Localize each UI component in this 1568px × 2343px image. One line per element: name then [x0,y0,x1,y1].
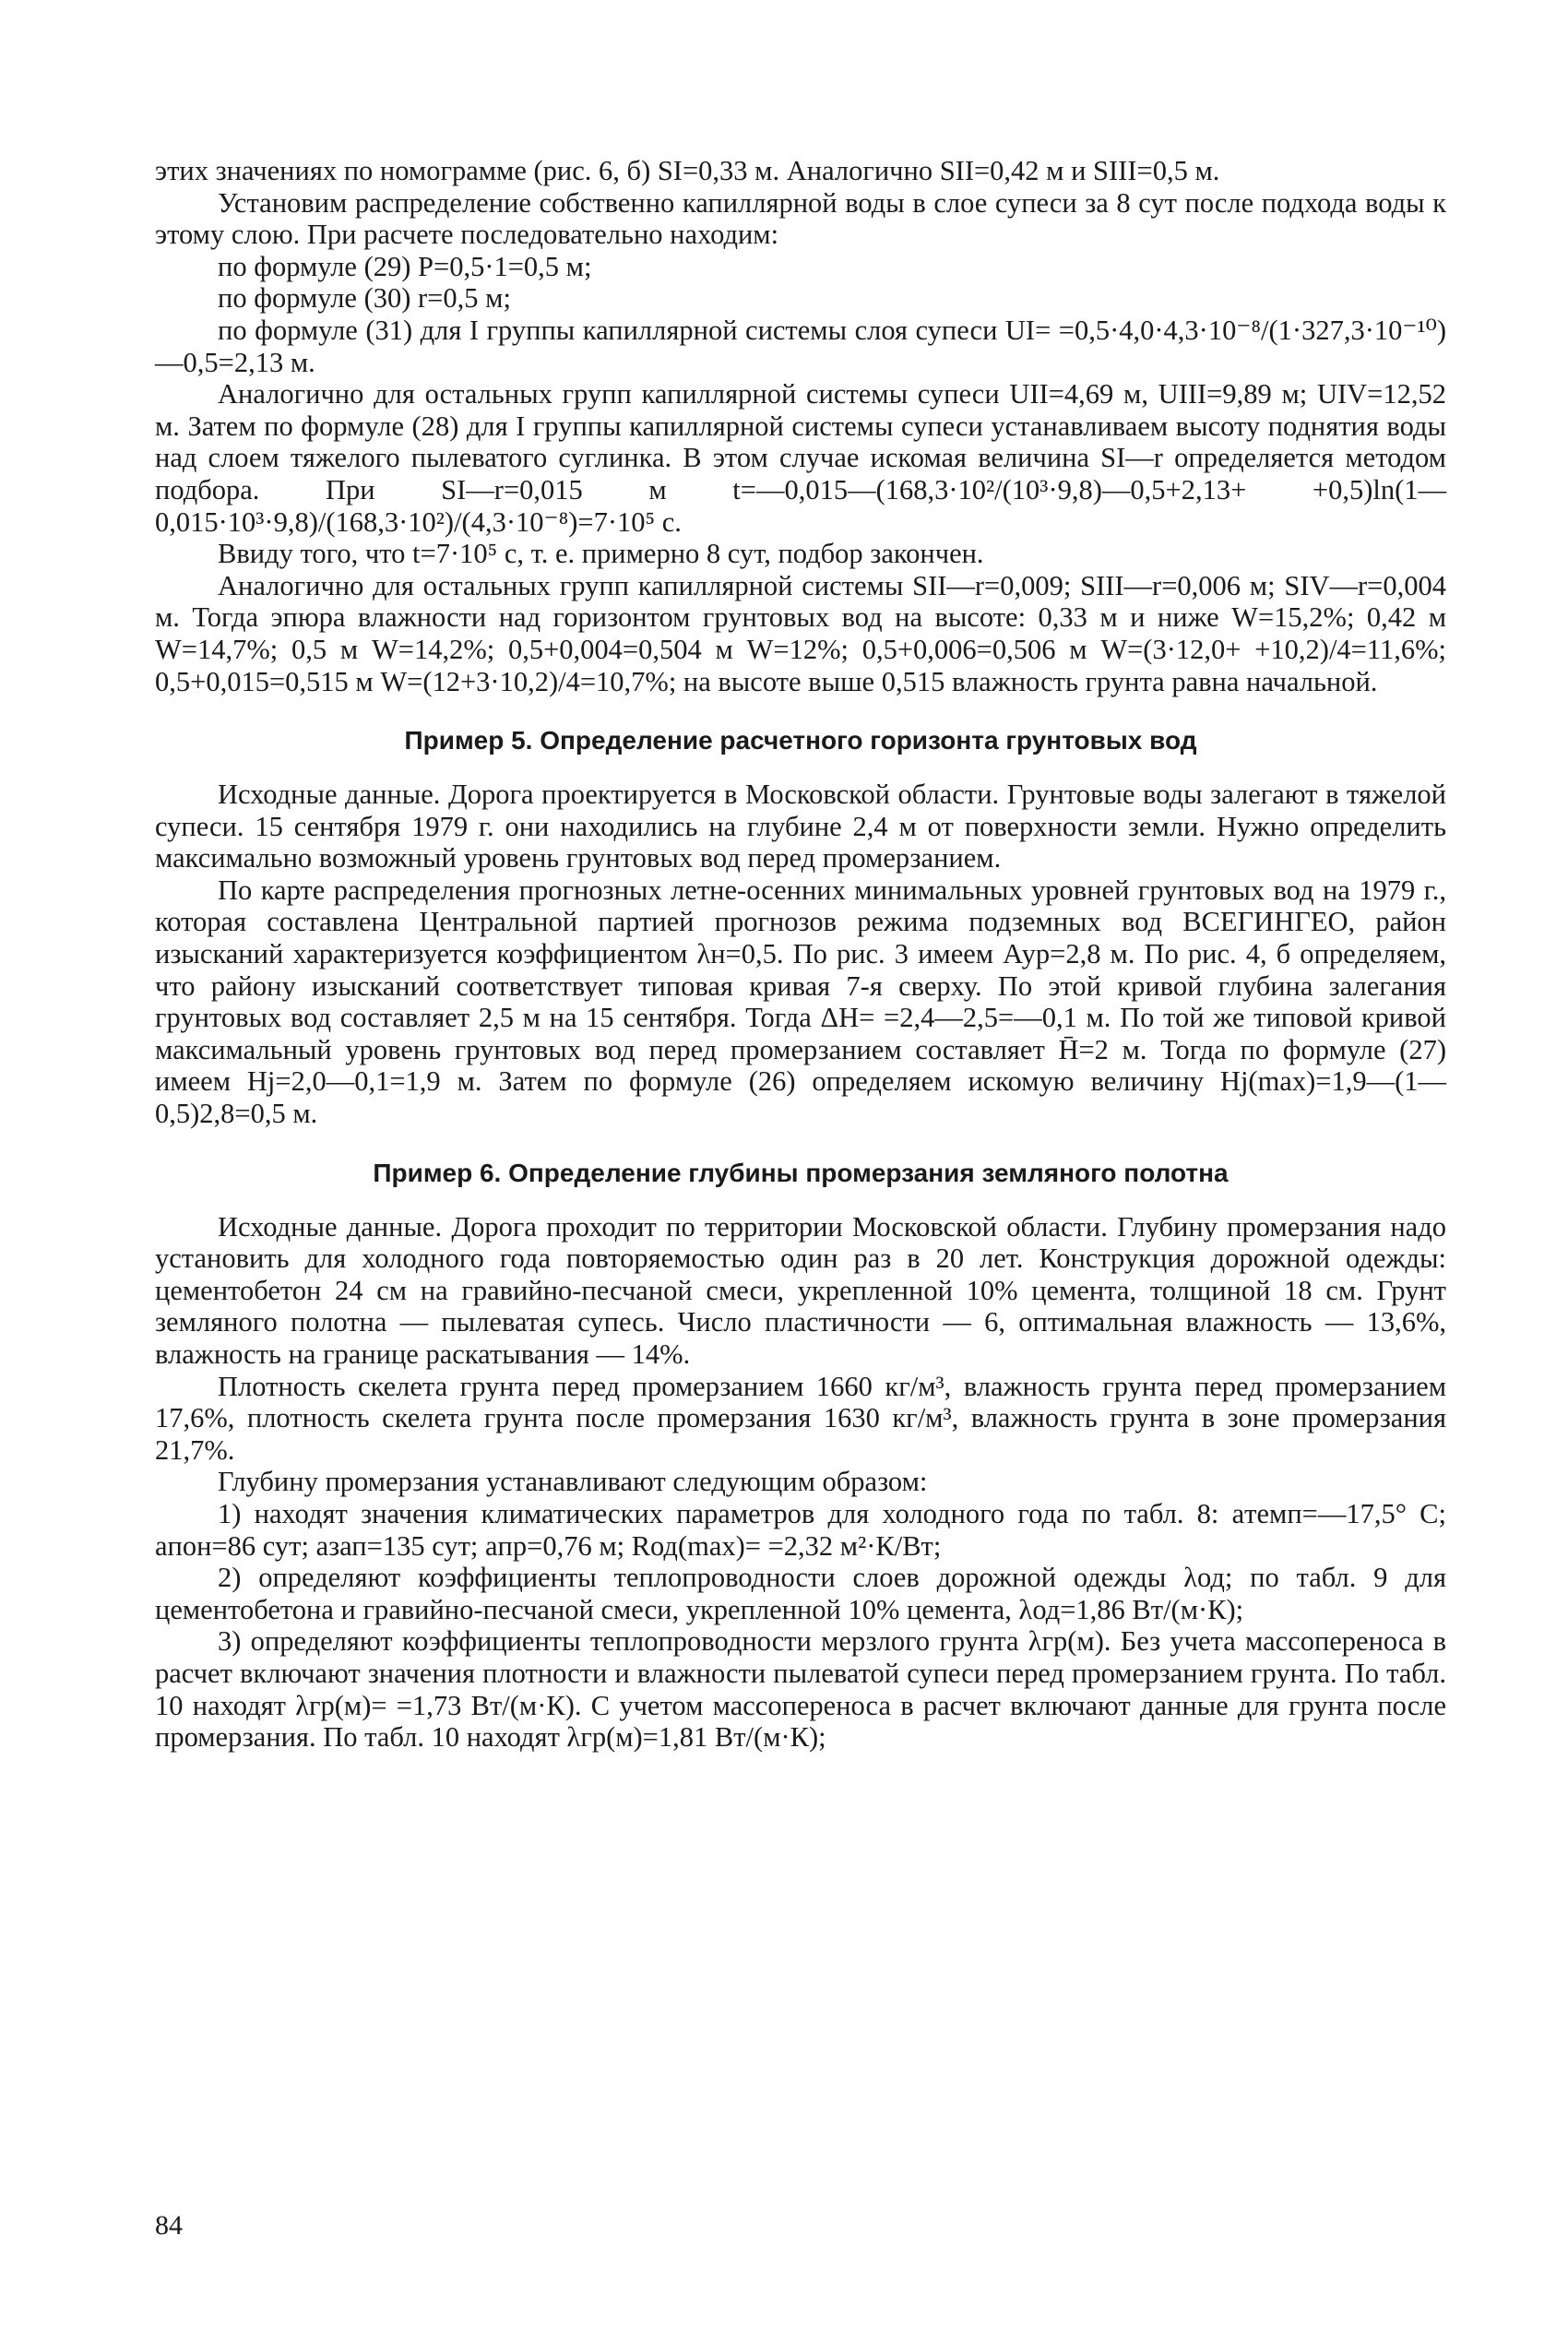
paragraph: 1) находят значения климатических параметров для холодного года по табл. 8: aтемп=—17,5° С; aпон=86 сут; aзап=135 сут; aпр=0,76 м; Rод(max)= =2,32 м²·К/Вт; [155,1497,1446,1562]
page-body [155,155,1446,1754]
section-heading-example-6: Пример 6. Определение глубины промерзания земляного полотна [373,1158,1229,1187]
paragraph: по формуле (30) r=0,5 м; [218,282,511,315]
paragraph: Плотность скелета грунта перед промерзанием 1660 кг/м³, влажность грунта перед промерзанием 17,6%, плотность скелета грунта после промерзания 1630 кг/м³, влажность грунта в зоне промерзания 21,7%. [155,1370,1446,1466]
paragraph: Исходные данные. Дорога проектируется в Московской области. Грунтовые воды залегают в тяжелой супеси. 15 сентября 1979 г. они находились на глубине 2,4 м от поверхности земли. Нужно определить максимально возможный уровень грунтовых вод перед промерзанием. [155,779,1446,874]
paragraph: Установим распределение собственно капиллярной воды в слое супеси за 8 сут после подхода воды к этому слою. При расчете последовательно находим: [155,186,1446,251]
section-heading-example-5: Пример 5. Определение расчетного горизонта грунтовых вод [404,726,1197,755]
paragraph: по формуле (29) P=0,5·1=0,5 м; [218,250,592,282]
paragraph: Аналогично для остальных групп капиллярной системы супеси UII=4,69 м, UIII=9,89 м; UIV=12,52 м. Затем по формуле (28) для I группы капиллярной системы супеси устанавливаем высоту поднятия воды над слоем тяжелого пылеватого суглинка. В этом случае искомая величина SI—r определяется методом подбора. При SI—r=0,015 м t=—0,015—(168,3·10²/(10³·9,8)—0,5+2,13+ +0,5)ln(1—0,015·10³·9,8)/(168,3·10²)/(4,3·10⁻⁸)=7·10⁵ с. [155,378,1446,538]
paragraph: По карте распределения прогнозных летне-осенних минимальных уровней грунтовых вод на 1979 г., которая составлена Центральной партией прогнозов режима подземных вод ВСЕГИНГЕО, район изысканий характеризуется коэффициентом λн=0,5. По рис. 3 имеем Аур=2,8 м. По рис. 4, б определяем, что району изысканий соответствует типовая кривая 7-я сверху. По этой кривой глубина залегания грунтовых вод составляет 2,5 м на 15 сентября. Тогда ΔH= =2,4—2,5=—0,1 м. По той же типовой кривой максимальный уровень грунтовых вод перед промерзанием составляет H̄=2 м. Тогда по формуле (27) имеем Hj=2,0—0,1=1,9 м. Затем по формуле (26) определяем искомую величину Hj(max)=1,9—(1—0,5)2,8=0,5 м. [155,874,1446,1130]
paragraph: Аналогично для остальных групп капиллярной системы SII—r=0,009; SIII—r=0,006 м; SIV—r=0,004 м. Тогда эпюра влажности над горизонтом грунтовых вод на высоте: 0,33 м и ниже W=15,2%; 0,42 м W=14,7%; 0,5 м W=14,2%; 0,5+0,004=0,504 м W=12%; 0,5+0,006=0,506 м W=(3·12,0+ +10,2)/4=11,6%; 0,5+0,015=0,515 м W=(12+3·10,2)/4=10,7%; на высоте выше 0,515 влажность грунта равна начальной. [155,569,1446,697]
paragraph: Исходные данные. Дорога проходит по территории Московской области. Глубину промерзания надо установить для холодного года повторяемостью один раз в 20 лет. Конструкция дорожной одежды: цементобетон 24 см на гравийно-песчаной смеси, укрепленной 10% цемента, толщиной 18 см. Грунт земляного полотна — пылеватая супесь. Число пластичности — 6, оптимальная влажность — 13,6%, влажность на границе раскатывания — 14%. [155,1210,1446,1370]
paragraph: 3) определяют коэффициенты теплопроводности мерзлого грунта λгр(м). Без учета массопереноса в расчет включают значения плотности и влажности пылеватой супеси перед промерзанием грунта. По табл. 10 находят λгр(м)= =1,73 Вт/(м·К). С учетом массопереноса в расчет включают данные для грунта после промерзания. По табл. 10 находят λгр(м)=1,81 Вт/(м·К); [155,1625,1446,1754]
paragraph: по формуле (31) для I группы капиллярной системы слоя супеси UI= =0,5·4,0·4,3·10⁻⁸/(1·327,3·10⁻¹⁰)—0,5=2,13 м. [155,314,1446,378]
paragraph: этих значениях по номограмме (рис. 6, б) SI=0,33 м. Аналогично SII=0,42 м и SIII=0,5 м. [155,155,1220,186]
paragraph: 2) определяют коэффициенты теплопроводности слоев дорожной одежды λод; по табл. 9 для цементобетона и гравийно-песчаной смеси, укрепленной 10% цемента, λод=1,86 Вт/(м·К); [155,1562,1446,1625]
paragraph: Глубину промерзания устанавливают следующим образом: [218,1466,928,1498]
paragraph: Ввиду того, что t=7·10⁵ с, т. е. примерно 8 сут, подбор закончен. [218,538,984,570]
page-number: 84 [155,2210,183,2241]
